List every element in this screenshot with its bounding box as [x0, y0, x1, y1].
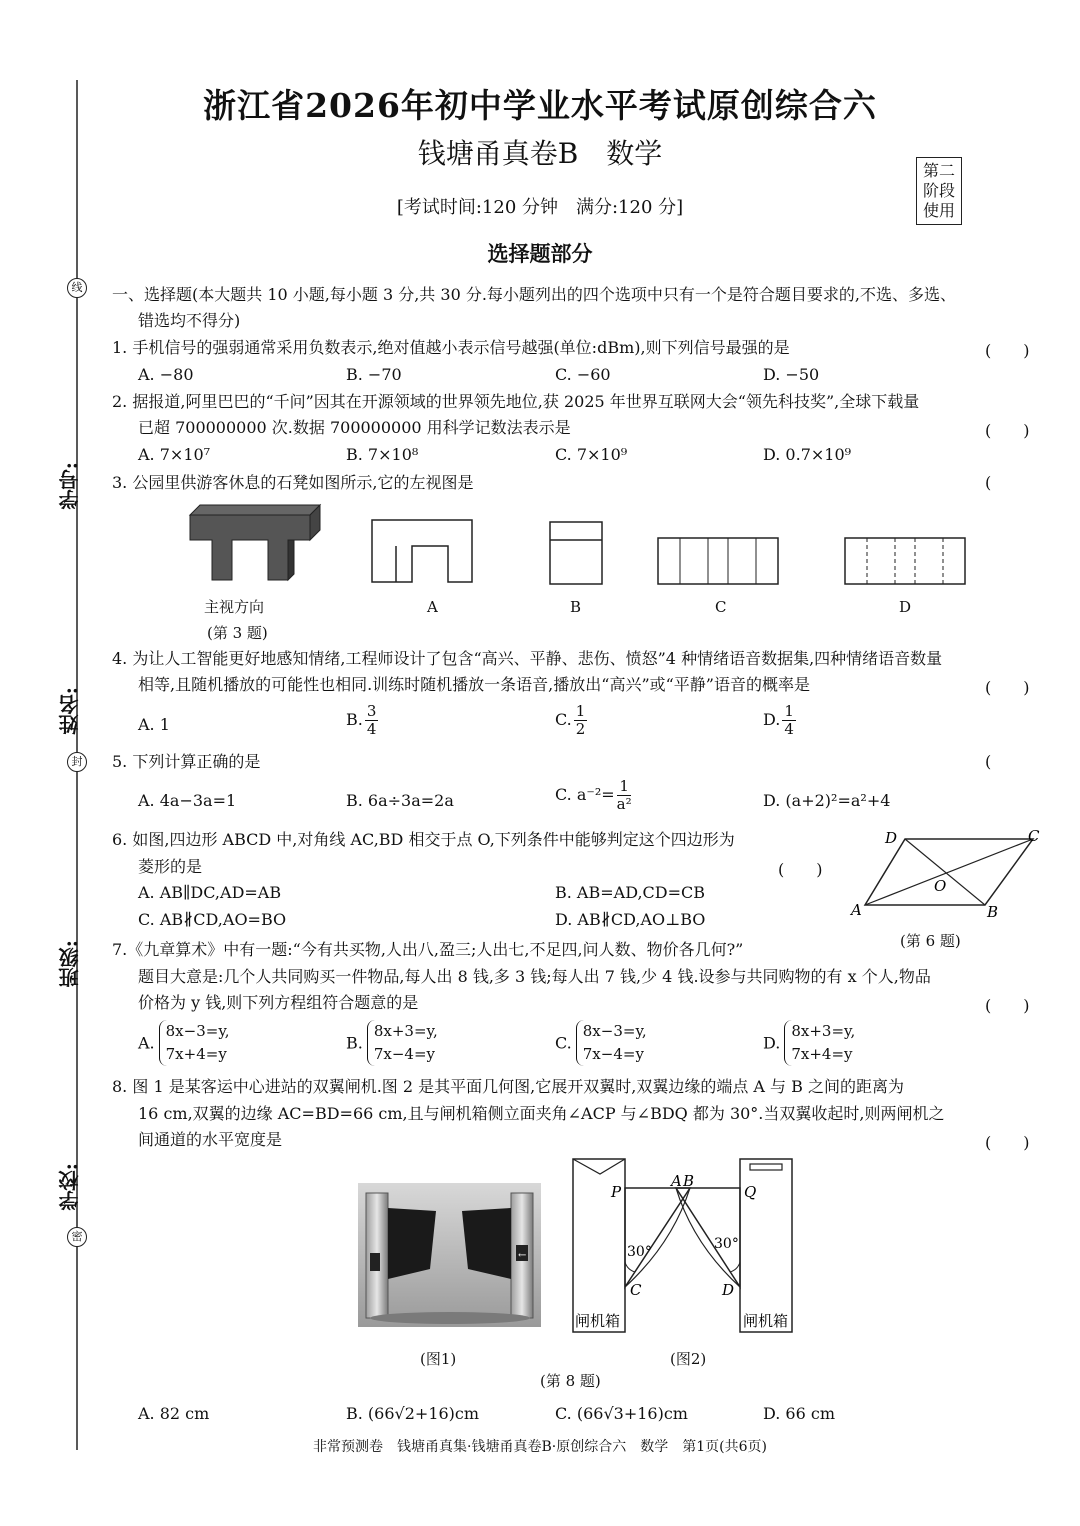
- numerator: 1: [619, 777, 629, 795]
- q5-option-b: B. 6a÷3a=2a: [346, 791, 454, 810]
- school-label: 学校:: [58, 1163, 82, 1211]
- angle-label-right: 30°: [714, 1236, 739, 1252]
- equation-system: [576, 1020, 647, 1066]
- answer-paren: ( ): [985, 996, 1030, 1015]
- numerator: 1: [784, 702, 794, 720]
- q1-option-c: C. −60: [555, 365, 611, 384]
- option-prefix: C. a⁻²=: [555, 785, 615, 804]
- q2-option-c: C. 7×10⁹: [555, 445, 628, 464]
- page-title: 浙江省2026年初中学业水平考试原创综合六: [203, 86, 877, 125]
- denominator: a²: [616, 795, 632, 813]
- equation: 7x−4=y: [582, 1045, 644, 1063]
- option-prefix: D.: [763, 1033, 781, 1053]
- stage-box-line: 第二: [922, 161, 955, 180]
- numerator: 3: [366, 702, 377, 720]
- q5-option-c: [555, 778, 634, 813]
- answer-paren: ( ): [985, 1133, 1030, 1152]
- q6-option-d: D. AB∦CD,AO⊥BO: [555, 910, 706, 929]
- section-title: 选择题部分: [487, 241, 593, 266]
- question-8-stem: 间通道的水平宽度是: [138, 1130, 283, 1149]
- q3-caption: (第 3 题): [207, 624, 268, 642]
- q8-option-c: C. (66√3+16)cm: [555, 1404, 688, 1423]
- question-7-stem: 7.《九章算术》中有一题:“今有共买物,人出八,盈三;人出七,不足四,问人数、物价各几何?”: [112, 940, 744, 959]
- option-prefix: A.: [138, 1033, 155, 1053]
- q8-fig1-caption: (图1): [420, 1350, 457, 1368]
- q3-option-a-shape: [372, 520, 472, 582]
- denominator: 4: [784, 720, 794, 738]
- q3-option-c-shape: [658, 538, 778, 584]
- vertex-b: B: [987, 903, 999, 921]
- q8-gate-photo: [358, 1183, 541, 1327]
- equation-system: [159, 1020, 230, 1066]
- question-4-stem: 4. 为让人工智能更好地感知情绪,工程师设计了包含“高兴、平静、悲伤、愤怒”4 种情绪语音数据集,四种情绪语音数量: [112, 649, 943, 668]
- stone-bench-figure: [190, 505, 320, 580]
- question-1-stem: 1. 手机信号的强弱通常采用负数表示,绝对值越小表示信号越强(单位:dBm),则下列信号最强的是: [112, 338, 790, 357]
- point-o: O: [934, 877, 947, 895]
- q6-option-b: B. AB=AD,CD=CB: [555, 883, 706, 902]
- q3-figure: [180, 500, 980, 595]
- q8-option-d: D. 66 cm: [763, 1404, 836, 1423]
- q1-option-b: B. −70: [346, 365, 402, 384]
- point-q: Q: [744, 1183, 757, 1201]
- equation: 7x+4=y: [165, 1045, 227, 1063]
- stage-box-line: 使用: [922, 201, 955, 220]
- q8-gate-diagram: [560, 1152, 840, 1337]
- angle-label-left: 30°: [627, 1244, 652, 1260]
- point-b: B: [683, 1172, 695, 1190]
- q6-option-a: A. AB∥DC,AD=AB: [138, 883, 282, 902]
- question-8-stem: 8. 图 1 是某客运中心进站的双翼闸机.图 2 是其平面几何图,它展开双翼时,双翼边缘的端点 A 与 B 之间的距离为: [112, 1077, 904, 1096]
- point-p: P: [611, 1183, 622, 1201]
- answer-paren: (: [985, 752, 992, 771]
- question-5-stem: 5. 下列计算正确的是: [112, 752, 261, 771]
- q7-option-a: [138, 1020, 230, 1066]
- q3-option-d-shape: [845, 538, 965, 584]
- equation: 8x+3=y,: [373, 1022, 438, 1040]
- equation: 8x−3=y,: [582, 1022, 647, 1040]
- q1-option-d: D. −50: [763, 365, 820, 384]
- numerator: 1: [575, 702, 586, 720]
- question-8-stem: 16 cm,双翼的边缘 AC=BD=66 cm,且与闸机箱侧立面夹角∠ACP 与∠BDQ 都为 30°.当双翼收起时,则两闸机之: [138, 1104, 945, 1123]
- name-label: 姓名:: [58, 687, 82, 735]
- q3-label-b: B: [570, 598, 582, 616]
- equation-system: [784, 1020, 855, 1066]
- q8-fig2-caption: (图2): [670, 1350, 707, 1368]
- q6-option-c: C. AB∦CD,AO=BO: [138, 910, 287, 929]
- instructions-line: 错选均不得分): [138, 311, 241, 330]
- q8-caption: (第 8 题): [540, 1372, 601, 1390]
- binding-mark-secret: 密: [67, 1227, 87, 1247]
- option-prefix: B.: [346, 710, 363, 729]
- equation: 8x−3=y,: [165, 1022, 230, 1040]
- q3-label-main-view: 主视方向: [204, 598, 265, 616]
- q3-label-a: A: [427, 598, 438, 616]
- class-label: 班级:: [58, 940, 82, 988]
- fraction: [617, 778, 632, 813]
- q7-option-d: [763, 1020, 855, 1066]
- option-prefix: B.: [346, 1033, 363, 1053]
- answer-paren: ( ): [985, 678, 1030, 697]
- q4-option-b: [346, 703, 380, 738]
- answer-paren: ( ): [985, 341, 1030, 360]
- q3-option-b-shape: [550, 522, 602, 584]
- q2-option-d: D. 0.7×10⁹: [763, 445, 852, 464]
- question-2-stem: 2. 据报道,阿里巴巴的“千问”因其在开源领域的世界领先地位,获 2025 年世界互联网大会“领先科技奖”,全球下载量: [112, 392, 920, 411]
- binding-mark-seal: 封: [67, 752, 87, 772]
- point-a: A: [671, 1172, 682, 1190]
- binding-mark-line: 线: [67, 278, 87, 298]
- answer-paren: (: [985, 473, 992, 492]
- vertex-a: A: [851, 901, 862, 919]
- answer-paren: ( ): [778, 860, 823, 879]
- q1-option-a: A. −80: [138, 365, 194, 384]
- option-prefix: C.: [555, 1033, 572, 1053]
- q5-option-a: A. 4a−3a=1: [138, 791, 237, 810]
- vertex-c: C: [1028, 827, 1040, 845]
- q4-option-c: [555, 703, 589, 738]
- q6-caption: (第 6 题): [900, 932, 961, 950]
- point-c: C: [630, 1281, 642, 1299]
- student-id-label: 学号:: [58, 462, 82, 510]
- question-6-stem: 菱形的是: [138, 857, 203, 876]
- denominator: 4: [366, 720, 377, 738]
- gate-box-label-right: 闸机箱: [743, 1312, 789, 1330]
- fraction: [365, 703, 379, 738]
- equation: 7x+4=y: [791, 1045, 853, 1063]
- option-prefix: C.: [555, 710, 572, 729]
- stage-box-line: 阶段: [922, 181, 955, 200]
- q7-option-b: [346, 1020, 438, 1066]
- q2-option-b: B. 7×10⁸: [346, 445, 419, 464]
- question-7-stem: 题目大意是:几个人共同购买一件物品,每人出 8 钱,多 3 钱;每人出 7 钱,少 4 钱.设参与共同购物的有 x 个人,物品: [138, 967, 931, 986]
- equation: 7x−4=y: [373, 1045, 436, 1063]
- point-d: D: [722, 1281, 735, 1299]
- q5-option-d: D. (a+2)²=a²+4: [763, 791, 891, 810]
- q6-quadrilateral-figure: [845, 825, 1045, 925]
- question-3-stem: 3. 公园里供游客休息的石凳如图所示,它的左视图是: [112, 473, 474, 492]
- q8-option-b: B. (66√2+16)cm: [346, 1404, 480, 1423]
- q3-label-c: C: [715, 598, 727, 616]
- question-6-stem: 6. 如图,四边形 ABCD 中,对角线 AC,BD 相交于点 O,下列条件中能够判定这个四边形为: [112, 830, 735, 849]
- question-7-stem: 价格为 y 钱,则下列方程组符合题意的是: [138, 993, 419, 1012]
- page-footer: 非常预测卷 钱塘甬真集·钱塘甬真卷B·原创综合六 数学 第1页(共6页): [313, 1439, 767, 1455]
- q4-option-d: [763, 703, 798, 738]
- equation: 8x+3=y,: [791, 1022, 856, 1040]
- svg-text:←: ←: [518, 1250, 527, 1261]
- question-4-stem: 相等,且随机播放的可能性也相同.训练时随机播放一条语音,播放出“高兴”或“平静”语音的概率是: [138, 675, 810, 694]
- gate-box-label-left: 闸机箱: [575, 1312, 621, 1330]
- question-2-stem: 已超 700000000 次.数据 700000000 用科学记数法表示是: [138, 418, 571, 437]
- q3-label-d: D: [899, 598, 912, 616]
- page-subtitle: 钱塘甬真卷B 数学: [417, 137, 663, 170]
- denominator: 2: [575, 720, 586, 738]
- instructions-line: 一、选择题(本大题共 10 小题,每小题 3 分,共 30 分.每小题列出的四个选项中只有一个是符合题目要求的,不选、多选、: [112, 285, 957, 304]
- option-prefix: D.: [763, 710, 781, 729]
- equation-system: [367, 1020, 438, 1066]
- answer-paren: ( ): [985, 421, 1030, 440]
- stage-box: [916, 157, 962, 225]
- q8-option-a: A. 82 cm: [138, 1404, 210, 1423]
- exam-info: [考试时间:120 分钟 满分:120 分]: [396, 197, 684, 218]
- fraction: [782, 703, 796, 738]
- q4-option-a: A. 1: [138, 715, 170, 734]
- fraction: [574, 703, 588, 738]
- vertex-d: D: [885, 829, 898, 847]
- q7-option-c: [555, 1020, 647, 1066]
- q2-option-a: A. 7×10⁷: [138, 445, 211, 464]
